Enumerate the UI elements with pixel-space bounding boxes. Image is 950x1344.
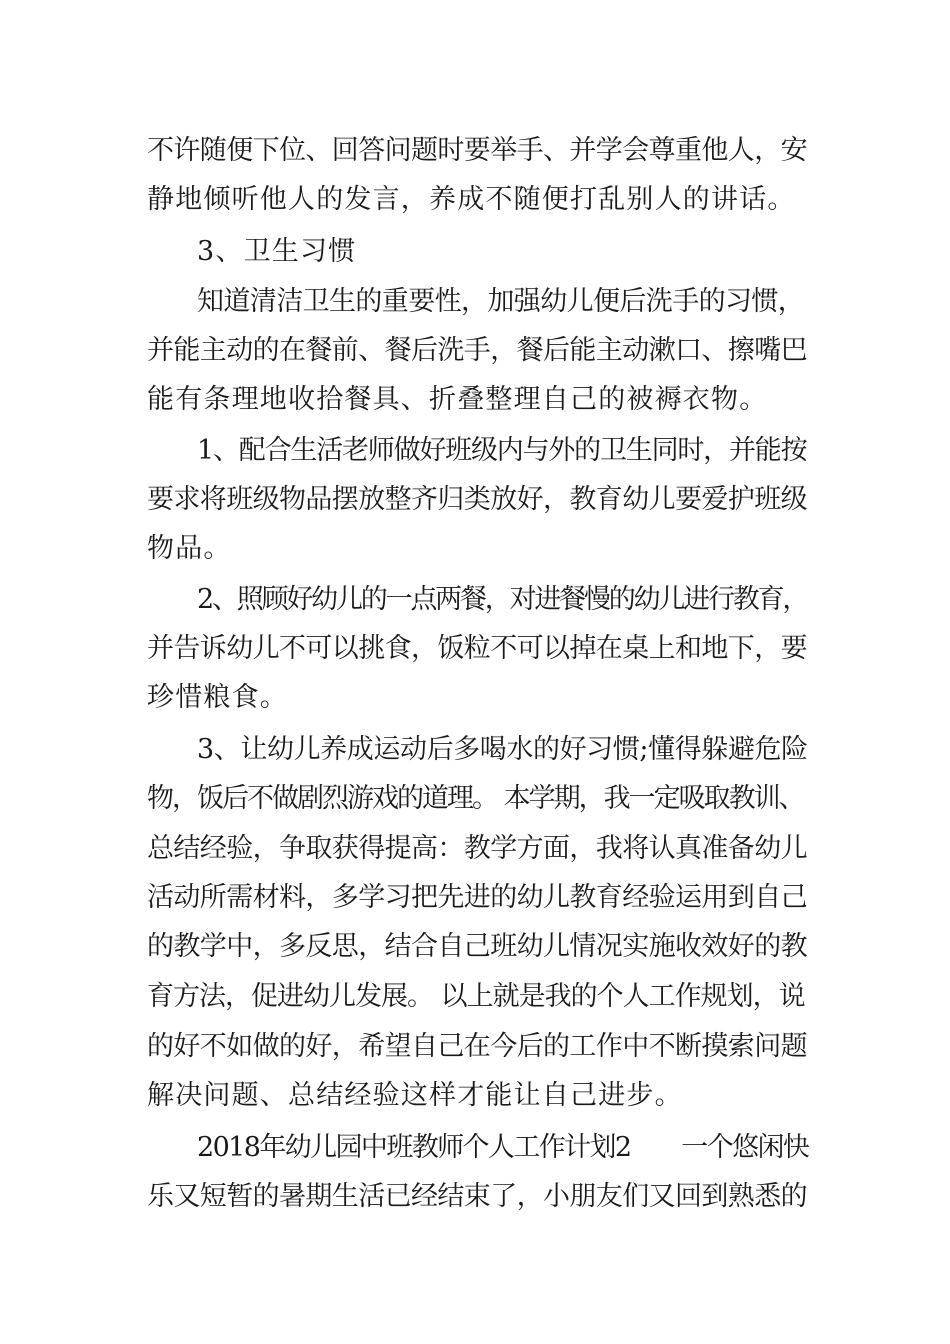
text-line: 物品。 (147, 533, 232, 564)
text-line: 总结经验，争取获得提高：教学方面，我将认真准备幼儿 (147, 833, 807, 864)
text-line: 静地倾听他人的发言，养成不随便打乱别人的讲话。 (147, 184, 796, 215)
text-line: 的教学中，多反思，结合自己班幼儿情况实施收效好的教 (147, 931, 807, 962)
text-line: 活动所需材料，多学习把先进的幼儿教育经验运用到自己 (147, 882, 807, 913)
text-line: 育方法，促进幼儿发展。 以上就是我的个人工作规划，说 (147, 981, 805, 1012)
list-item: 3、让幼儿养成运动后多喝水的好习惯;懂得躲避危险 (197, 734, 808, 765)
text-line: 能有条理地收拾餐具、折叠整理自己的被褥衣物。 (147, 384, 768, 415)
text-line: 并告诉幼儿不可以挑食，饭粒不可以掉在桌上和地下，要 (147, 633, 807, 664)
text-line: 不许随便下位、回答问题时要举手、并学会尊重他人，安 (147, 135, 807, 166)
list-item: 2、照顾好幼儿的一点两餐，对进餐慢的幼儿进行教育， (197, 584, 808, 615)
text-line: 解决问题、总结经验这样才能让自己进步。 (147, 1080, 683, 1111)
list-item: 1、配合生活老师做好班级内与外的卫生同时，并能按 (197, 435, 807, 466)
section-title: 2018年幼儿园中班教师个人工作计划2 一个悠闲快 (197, 1132, 809, 1163)
section-heading: 3、卫生习惯 (197, 236, 357, 267)
text-line: 珍惜粮食。 (147, 682, 288, 713)
text-line: 并能主动的在餐前、餐后洗手，餐后能主动漱口、擦嘴巴 (147, 335, 807, 366)
text-line: 的好不如做的好，希望自己在今后的工作中不断摸索问题 (147, 1031, 807, 1062)
text-line: 乐又短暂的暑期生活已经结束了，小朋友们又回到熟悉的 (147, 1181, 807, 1212)
text-line: 要求将班级物品摆放整齐归类放好，教育幼儿要爱护班级 (147, 484, 807, 515)
text-line: 知道清洁卫生的重要性，加强幼儿便后洗手的习惯， (197, 286, 805, 317)
text-line: 物，饭后不做剧烈游戏的道理。 本学期，我一定吸取教训、 (147, 783, 804, 814)
